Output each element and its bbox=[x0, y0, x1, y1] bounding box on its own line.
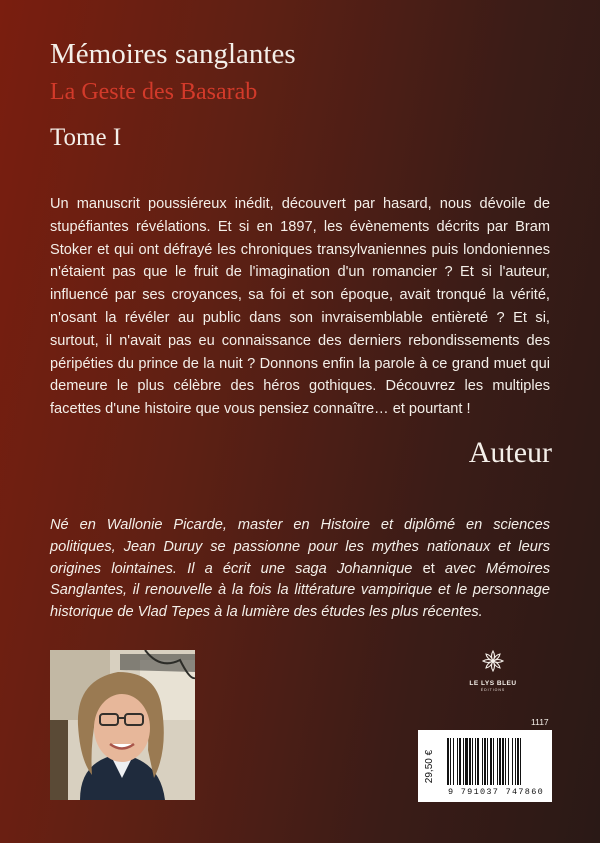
book-title: Mémoires sanglantes bbox=[50, 38, 296, 70]
catalog-code: 1117 bbox=[531, 717, 549, 727]
synopsis: Un manuscrit poussiéreux inédit, découvert par hasard, nous dévoile de stupéfiantes révélations. Et si en 1897, les évènements décrits par Bram Stoker et qui ont défrayé les chroniques transylvaniennes puis londoniennes n'étaient pas que le fruit de l'imagination d'un romancier ? Et si l'auteur, influencé par ses croyances, sa foi et son époque, avait tronqué la vérité, n'osant la révéler au public dans son invraisemblable entièreté ? Et si, surtout, il n'avait pas eu connaissance des derniers rebondissements des péripéties du prince de la nuit ? Donnons enfin la parole à ce grand muet qui demeure le plus célèbre des héros gothiques. Découvrez les multiples facettes d'une histoire que vous pensiez connaître… et pourtant ! bbox=[50, 196, 550, 418]
barcode-bar bbox=[484, 738, 486, 785]
barcode-bar bbox=[512, 738, 513, 785]
author-bio-part: et bbox=[422, 560, 435, 577]
lily-flower-icon bbox=[480, 661, 506, 678]
barcode-bar bbox=[453, 738, 454, 785]
barcode-bar bbox=[490, 738, 492, 785]
barcode-bar bbox=[475, 738, 476, 785]
barcode-bar bbox=[515, 738, 516, 785]
author-heading: Auteur bbox=[468, 436, 552, 469]
book-subtitle: La Geste des Basarab bbox=[50, 79, 258, 105]
publisher-name: LE LYS BLEU bbox=[469, 680, 517, 687]
author-photo bbox=[50, 650, 195, 800]
barcode-bar bbox=[520, 738, 521, 785]
author-bio bbox=[50, 515, 550, 624]
barcode-bar bbox=[459, 738, 461, 785]
isbn-number: 9 791037 747860 bbox=[447, 787, 544, 797]
barcode-bar bbox=[447, 738, 449, 785]
author-bio-part: Né en Wallonie Picarde, master en Histoire et diplômé en sciences politiques, Jean Duruy se passionne pour les mythes nationaux et leurs origines lointaines. Il a écrit une saga Johannique bbox=[50, 517, 550, 577]
barcode-bar bbox=[517, 738, 519, 785]
barcode-bar bbox=[508, 738, 509, 785]
barcode-bar bbox=[457, 738, 458, 785]
publisher-imprint: ÉDITIONS bbox=[480, 688, 506, 692]
barcode-bar bbox=[465, 738, 468, 785]
author-portrait-image bbox=[50, 650, 195, 800]
price-text: 29,50 € bbox=[424, 749, 436, 783]
volume-label: Tome I bbox=[50, 124, 122, 151]
barcode-bar bbox=[505, 738, 506, 785]
barcode-bar bbox=[502, 738, 504, 785]
barcode-block bbox=[418, 730, 552, 802]
barcode-bar bbox=[499, 738, 501, 785]
barcode-bar bbox=[463, 738, 464, 785]
publisher-logo bbox=[463, 648, 523, 692]
barcode-bar bbox=[493, 738, 494, 785]
author-bio-part: avec Mémoires Sanglantes, il renouvelle à la fois la littérature vampirique et le personnage historique de Vlad Tepes à la lumière des études les plus récentes. bbox=[50, 560, 550, 621]
barcode-bar bbox=[487, 738, 488, 785]
barcode-bar bbox=[497, 738, 498, 785]
barcode-bar bbox=[477, 738, 479, 785]
barcode-bar bbox=[482, 738, 483, 785]
barcode-bar bbox=[450, 738, 451, 785]
barcode-bar bbox=[469, 738, 471, 785]
barcode-bar bbox=[472, 738, 473, 785]
